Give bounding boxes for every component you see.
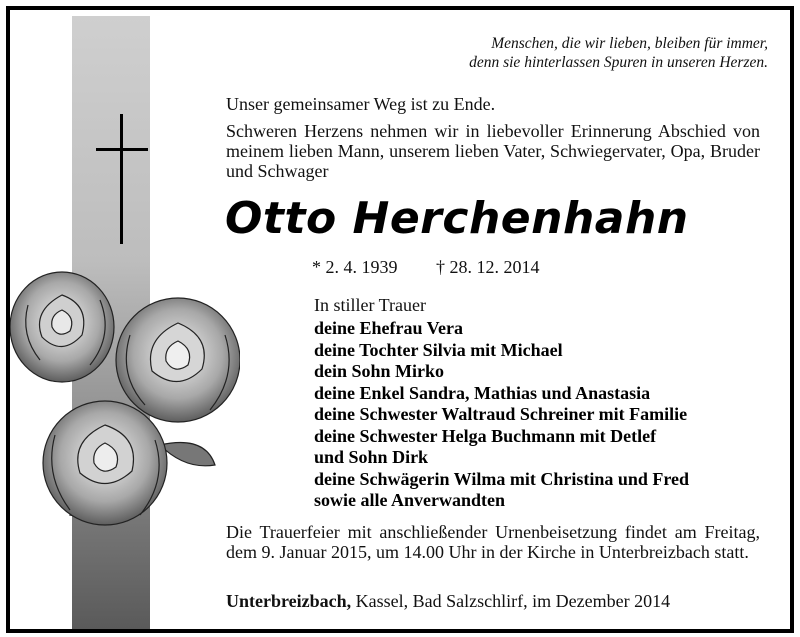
place-rest: Kassel, Bad Salzschlirf, im Dezember 2014 bbox=[351, 591, 671, 611]
obituary-notice bbox=[6, 6, 794, 633]
funeral-info: Die Trauerfeier mit anschließender Urnenbeisetzung findet am Freitag, dem 9. Januar 2015, um 14.00 Uhr in der Kirche in Unterbreizbach statt. bbox=[226, 522, 760, 562]
motto-line-1: Menschen, die wir lieben, bleiben für immer, bbox=[491, 35, 768, 52]
place-and-date bbox=[226, 591, 760, 611]
intro-paragraph: Schweren Herzens nehmen wir in liebevoller Erinnerung Abschied von meinem lieben Mann, unserem lieben Vater, Schwiegervater, Opa, Bruder und Schwager bbox=[226, 121, 760, 181]
place-town: Unterbreizbach, bbox=[226, 591, 352, 611]
mourner-line: deine Enkel Sandra, Mathias und Anastasia bbox=[314, 382, 651, 403]
roses-icon bbox=[10, 265, 240, 535]
motto-line-2: denn sie hinterlassen Spuren in unseren Herzen. bbox=[469, 54, 768, 71]
life-dates bbox=[312, 257, 540, 277]
mourner-line: und Sohn Dirk bbox=[314, 447, 429, 467]
mourner-line: deine Schwester Waltraud Schreiner mit Familie bbox=[314, 404, 688, 424]
mourner-line: deine Ehefrau Vera bbox=[314, 318, 464, 338]
death-date: † 28. 12. 2014 bbox=[436, 257, 540, 277]
mourners-list bbox=[314, 318, 774, 512]
mourner-line: deine Tochter Silvia mit Michael bbox=[314, 339, 563, 360]
motto bbox=[350, 34, 768, 72]
mourner-line: sowie alle Anverwandten bbox=[314, 490, 505, 510]
birth-date: * 2. 4. 1939 bbox=[312, 257, 398, 277]
mourner-line: deine Schwägerin Wilma mit Christina und Fred bbox=[314, 468, 690, 489]
mourner-line: dein Sohn Mirko bbox=[314, 361, 445, 381]
deceased-name: Otto Herchenhahn bbox=[225, 193, 689, 244]
intro-line: Unser gemeinsamer Weg ist zu Ende. bbox=[226, 94, 496, 114]
mourning-label: In stiller Trauer bbox=[314, 295, 426, 315]
mourner-line: deine Schwester Helga Buchmann mit Detlef bbox=[314, 425, 657, 446]
cross-icon bbox=[96, 114, 148, 244]
